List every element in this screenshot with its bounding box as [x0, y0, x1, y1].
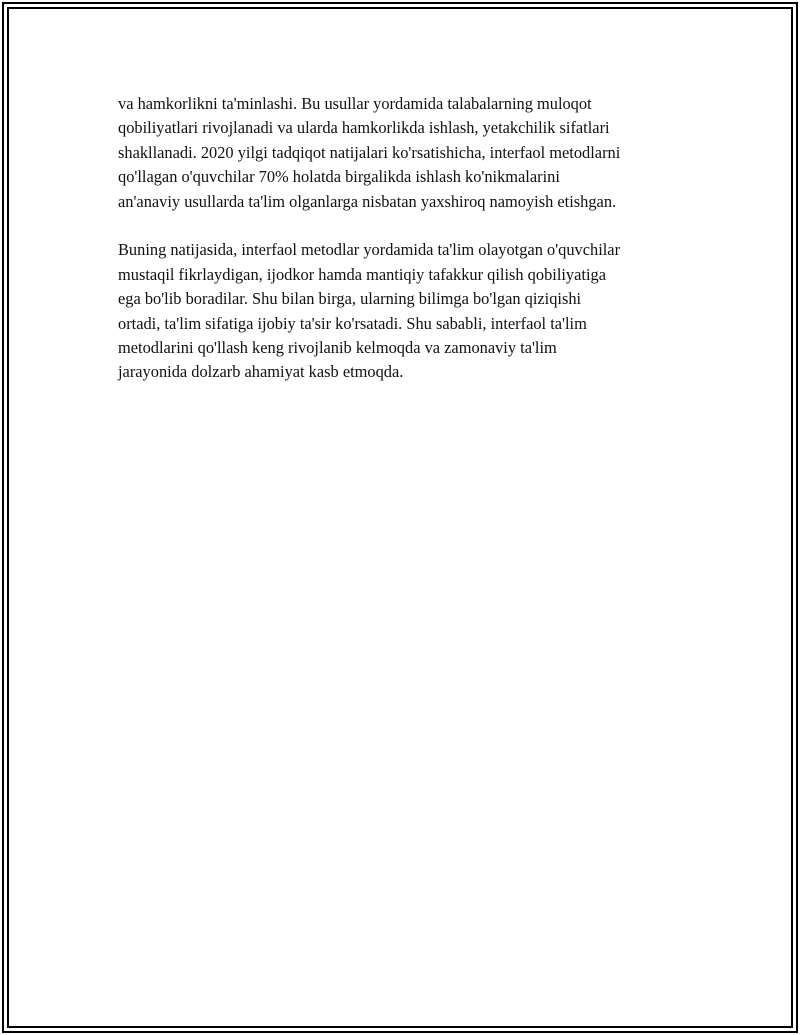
- paragraph-line: metodlarini qo'llash keng rivojlanib kelmoqda va zamonaviy ta'lim: [118, 338, 557, 358]
- paragraph-line: an'anaviy usullarda ta'lim olganlarga nisbatan yaxshiroq namoyish etishgan.: [118, 191, 617, 211]
- paragraph-2: [118, 238, 698, 384]
- paragraph-line: mustaqil fikrlaydigan, ijodkor hamda mantiqiy tafakkur qilish qobiliyatiga: [118, 264, 606, 284]
- paragraph-line: ega bo'lib boradilar. Shu bilan birga, ularning bilimga bo'lgan qiziqishi: [118, 289, 582, 309]
- paragraph-line: va hamkorlikni ta'minlashi. Bu usullar yordamida talabalarning muloqot: [118, 94, 592, 113]
- paragraph-line: jarayonida dolzarb ahamiyat kasb etmoqda.: [118, 362, 404, 382]
- paragraph-line: Buning natijasida, interfaol metodlar yordamida ta'lim olayotgan o'quvchilar: [118, 240, 621, 260]
- paragraph-line: shakllanadi. 2020 yilgi tadqiqot natijalari ko'rsatishicha, interfaol metodlarni: [118, 142, 621, 162]
- document-body: [118, 92, 698, 409]
- paragraph-line: qo'llagan o'quvchilar 70% holatda birgalikda ishlash ko'nikmalarini: [118, 167, 560, 187]
- paragraph-line: ortadi, ta'lim sifatiga ijobiy ta'sir ko'rsatadi. Shu sababli, interfaol ta'lim: [118, 313, 587, 333]
- paragraph-line: qobiliyatlari rivojlanadi va ularda hamkorlikda ishlash, yetakchilik sifatlari: [118, 118, 610, 138]
- paragraph-1: [118, 92, 698, 214]
